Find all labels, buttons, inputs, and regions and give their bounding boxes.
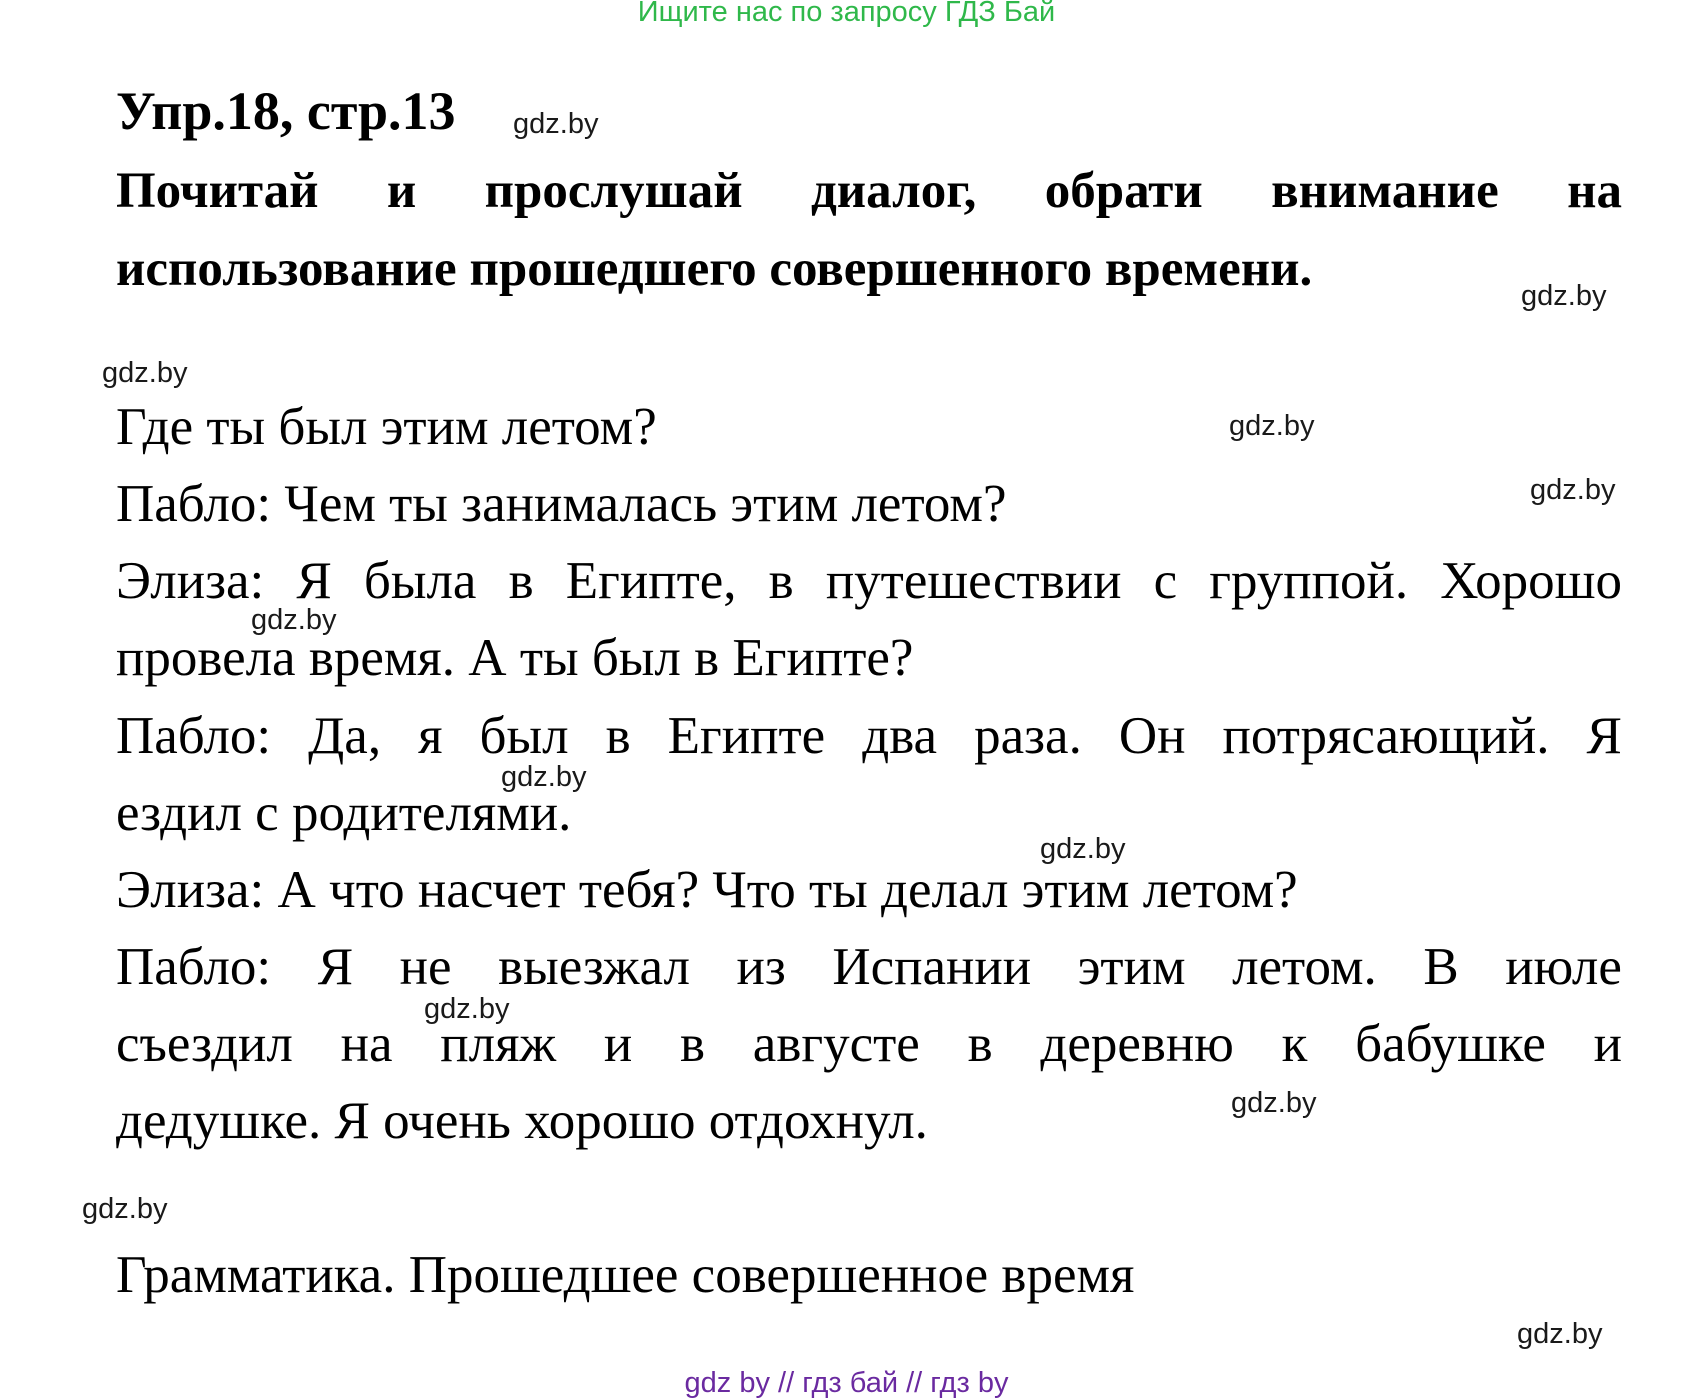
instruction-line-2: использование прошедшего совершенного времени. bbox=[116, 241, 1313, 297]
grammar-title: Грамматика. Прошедшее совершенное время bbox=[116, 1246, 1135, 1304]
dialog-line-2: Пабло: Чем ты занималась этим летом? bbox=[116, 475, 1007, 533]
dialog-line-6: ездил с родителями. bbox=[116, 784, 572, 842]
watermark: gdz.by bbox=[1530, 474, 1616, 506]
watermark: gdz.by bbox=[424, 993, 510, 1025]
dialog-line-7: Элиза: А что насчет тебя? Что ты делал этим летом? bbox=[116, 861, 1298, 919]
site-banner: Ищите нас по запросу ГДЗ Бай bbox=[637, 0, 1056, 28]
dialog-line-8: Пабло: Я не выезжал из Испании этим летом. В июле bbox=[116, 938, 1622, 996]
exercise-heading: Упр.18, стр.13 bbox=[116, 81, 456, 141]
watermark: gdz.by bbox=[1231, 1087, 1317, 1119]
instruction-text bbox=[116, 152, 1622, 308]
watermark: gdz.by bbox=[1517, 1318, 1603, 1350]
dialog-line-9: съездил на пляж и в августе в деревню к бабушке и bbox=[116, 1015, 1622, 1073]
dialog-line-5: Пабло: Да, я был в Египте два раза. Он потрясающий. Я bbox=[116, 707, 1622, 765]
instruction-line-1: Почитай и прослушай диалог, обрати внимание на bbox=[116, 163, 1622, 219]
watermark: gdz.by bbox=[513, 108, 599, 140]
dialog-line-1: Где ты был этим летом? bbox=[116, 398, 657, 456]
dialog-line-4: провела время. А ты был в Египте? bbox=[116, 629, 914, 687]
dialog-line-10: дедушке. Я очень хорошо отдохнул. bbox=[116, 1092, 928, 1150]
watermark: gdz.by bbox=[1040, 833, 1126, 865]
watermark: gdz.by bbox=[501, 761, 587, 793]
footer-links: gdz by // гдз бай // гдз by bbox=[684, 1367, 1009, 1399]
watermark: gdz.by bbox=[1521, 280, 1607, 312]
watermark: gdz.by bbox=[1229, 410, 1315, 442]
watermark: gdz.by bbox=[82, 1193, 168, 1225]
watermark: gdz.by bbox=[102, 357, 188, 389]
dialog-line-3: Элиза: Я была в Египте, в путешествии с группой. Хорошо bbox=[116, 552, 1622, 610]
watermark: gdz.by bbox=[251, 604, 337, 636]
